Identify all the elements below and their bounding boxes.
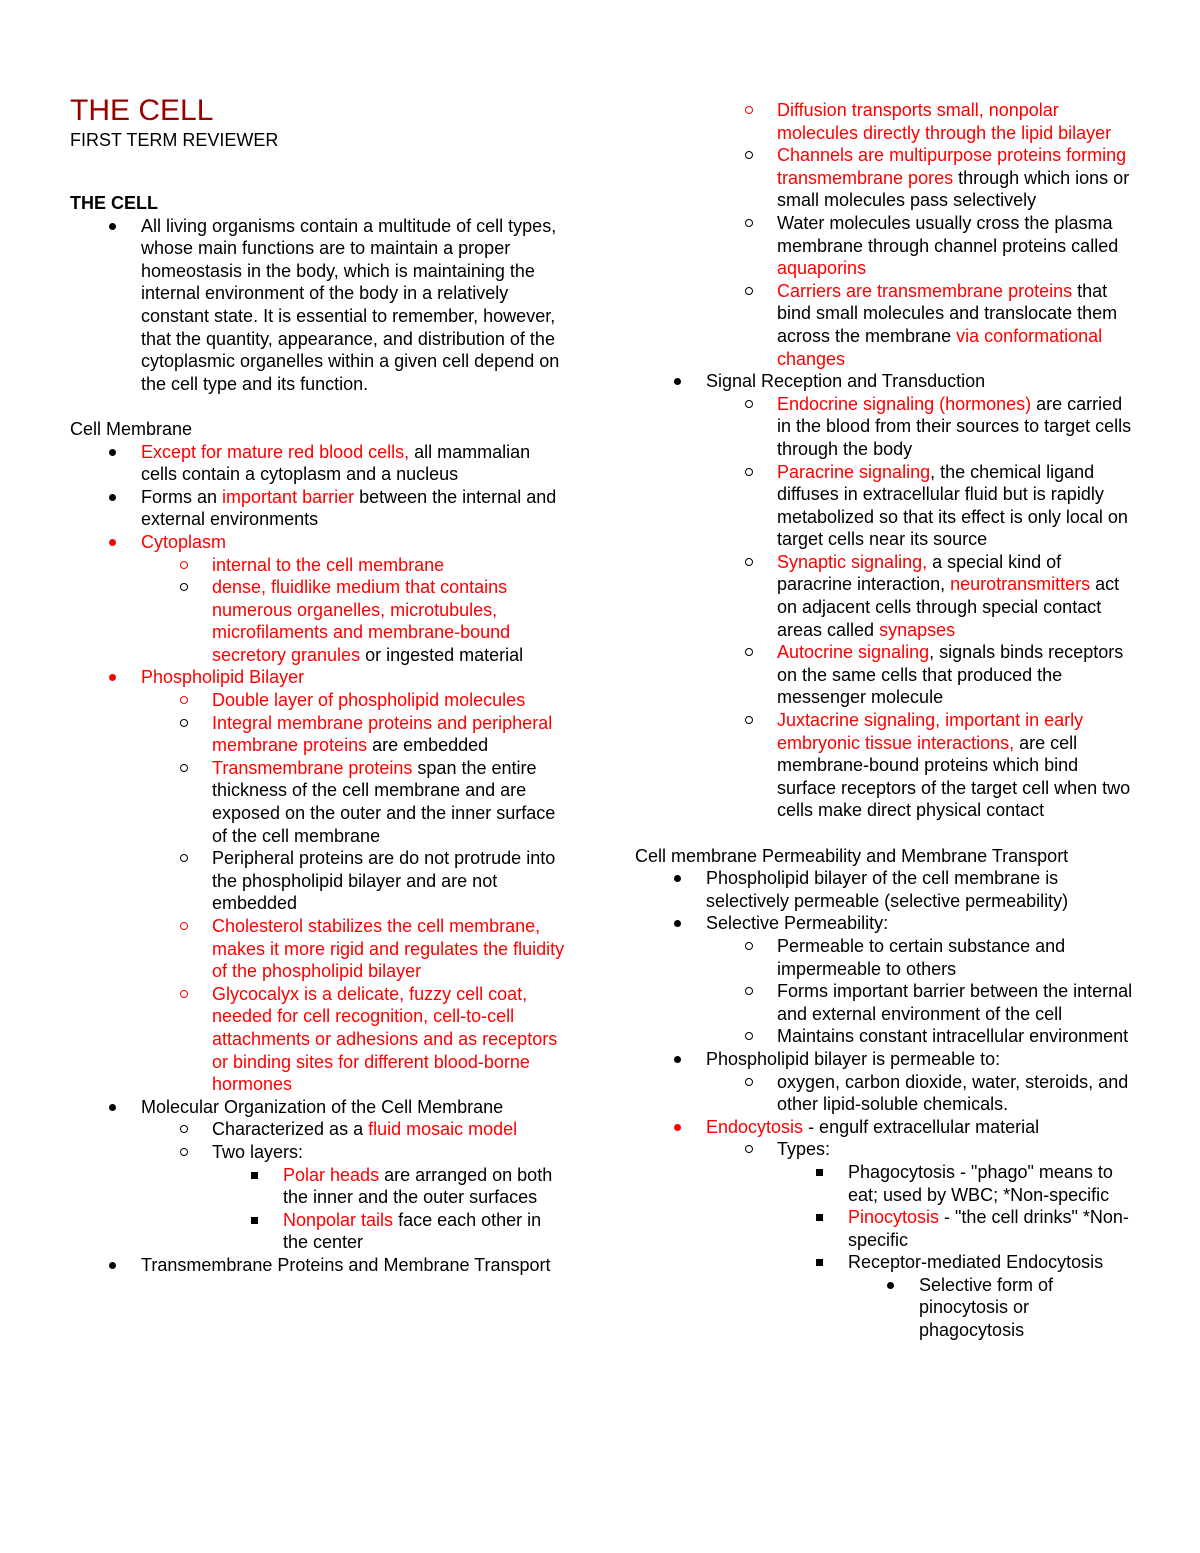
bullet-icon [109,1104,116,1111]
list-item: Selective form of pinocytosis or phagocytosis [635,1274,1135,1342]
circle-bullet-icon [745,987,753,995]
list-item: internal to the cell membrane [70,554,570,577]
bullet-icon [674,920,681,927]
list-item: oxygen, carbon dioxide, water, steroids, and other lipid-soluble chemicals. [635,1071,1135,1116]
list-item: Phagocytosis - "phago" means to eat; used by WBC; *Non-specific [635,1161,1135,1206]
list-item: Channels are multipurpose proteins forming transmembrane pores through which ions or small molecules pass selectively [635,144,1135,212]
list-item: Forms an important barrier between the internal and external environments [70,486,570,531]
list-item: Selective Permeability: [635,912,1135,935]
bullet-icon [109,449,116,456]
list-item: Water molecules usually cross the plasma membrane through channel proteins called aquaporins [635,212,1135,280]
list-item: Synaptic signaling, a special kind of paracrine interaction, neurotransmitters act on adjacent cells through special contact areas called synapses [635,551,1135,641]
circle-bullet-icon [180,764,188,772]
bullet-icon [109,494,116,501]
list-item: Peripheral proteins are do not protrude into the phospholipid bilayer and are not embedded [70,847,570,915]
bullet-icon [674,378,681,385]
list-item: Phospholipid bilayer is permeable to: [635,1048,1135,1071]
list-item: Receptor-mediated Endocytosis [635,1251,1135,1274]
bullet-icon [674,875,681,882]
bullet-icon [109,1262,116,1269]
list-item: Cholesterol stabilizes the cell membrane, makes it more rigid and regulates the fluidity of the phospholipid bilayer [70,915,570,983]
circle-bullet-icon [745,219,753,227]
circle-bullet-icon [180,854,188,862]
bullet-icon [887,1282,894,1289]
list-item: Autocrine signaling, signals binds receptors on the same cells that produced the messenger molecule [635,641,1135,709]
section-heading-cell-membrane: Cell Membrane [70,418,193,439]
list-item: Polar heads are arranged on both the inner and the outer surfaces [70,1164,570,1209]
bullet-icon [674,1124,681,1131]
circle-bullet-icon [745,468,753,476]
square-bullet-icon [816,1214,823,1221]
list-item: Endocytosis - engulf extracellular material [635,1116,1135,1139]
bullet-icon [109,674,116,681]
square-bullet-icon [816,1259,823,1266]
left-column [70,94,570,1277]
list-item: Pinocytosis - "the cell drinks" *Non-specific [635,1206,1135,1251]
list-item: Characterized as a fluid mosaic model [70,1118,570,1141]
list-item: Transmembrane proteins span the entire thickness of the cell membrane and are exposed on the outer and the inner surface of the cell membrane [70,757,570,847]
circle-bullet-icon [180,922,188,930]
circle-bullet-icon [745,716,753,724]
list-item: Two layers: [70,1141,570,1164]
section-heading-the-cell: THE CELL [70,193,158,213]
list-item: Forms important barrier between the internal and external environment of the cell [635,980,1135,1025]
square-bullet-icon [251,1172,258,1179]
section-heading-permeability: Cell membrane Permeability and Membrane Transport [635,845,1069,866]
list-item: Transmembrane Proteins and Membrane Transport [70,1254,570,1277]
circle-bullet-icon [745,106,753,114]
list-item: Diffusion transports small, nonpolar molecules directly through the lipid bilayer [635,99,1135,144]
bullet-icon [109,223,116,230]
list-item: Signal Reception and Transduction [635,370,1135,393]
circle-bullet-icon [745,1145,753,1153]
square-bullet-icon [251,1217,258,1224]
list-item: Double layer of phospholipid molecules [70,689,570,712]
list-item: All living organisms contain a multitude of cell types, whose main functions are to maintain a proper homeostasis in the body, which is maintaining the internal environment of the body in a relatively constant state. It is essential to remember, however, that the quantity, appearance, and distribution of the cytoplasmic organelles within a given cell depend on the cell type and its function. [70,215,570,396]
list-item: Glycocalyx is a delicate, fuzzy cell coat, needed for cell recognition, cell-to-cell attachments or adhesions and as receptors or binding sites for different blood-borne hormones [70,983,570,1096]
circle-bullet-icon [180,1148,188,1156]
square-bullet-icon [816,1169,823,1176]
circle-bullet-icon [745,151,753,159]
list-item: Integral membrane proteins and peripheral membrane proteins are embedded [70,712,570,757]
circle-bullet-icon [745,942,753,950]
circle-bullet-icon [745,648,753,656]
circle-bullet-icon [180,561,188,569]
list-item: dense, fluidlike medium that contains numerous organelles, microtubules, microfilaments and membrane-bound secretory granules or ingested material [70,576,570,666]
list-item: Nonpolar tails face each other in the center [70,1209,570,1254]
list-item: Permeable to certain substance and impermeable to others [635,935,1135,980]
circle-bullet-icon [745,400,753,408]
circle-bullet-icon [745,558,753,566]
list-item: Juxtacrine signaling, important in early embryonic tissue interactions, are cell membrane-bound proteins which bind surface receptors of the target cell when two cells make direct physical contact [635,709,1135,822]
list-item: Types: [635,1138,1135,1161]
list-item: Phospholipid Bilayer [70,666,570,689]
list-item: Phospholipid bilayer of the cell membrane is selectively permeable (selective permeability) [635,867,1135,912]
circle-bullet-icon [180,1125,188,1133]
list-item: Carriers are transmembrane proteins that bind small molecules and translocate them across the membrane via conformational changes [635,280,1135,370]
circle-bullet-icon [745,1078,753,1086]
list-item: Molecular Organization of the Cell Membrane [70,1096,570,1119]
circle-bullet-icon [180,696,188,704]
list-item: Endocrine signaling (hormones) are carried in the blood from their sources to target cells through the body [635,393,1135,461]
circle-bullet-icon [180,583,188,591]
document-title: THE CELL [70,94,214,127]
circle-bullet-icon [180,719,188,727]
circle-bullet-icon [745,287,753,295]
circle-bullet-icon [745,1032,753,1040]
list-item: Paracrine signaling, the chemical ligand diffuses in extracellular fluid but is rapidly metabolized so that its effect is only local on target cells near its source [635,461,1135,551]
circle-bullet-icon [180,990,188,998]
bullet-icon [109,539,116,546]
list-item: Except for mature red blood cells, all mammalian cells contain a cytoplasm and a nucleus [70,441,570,486]
document-subtitle: FIRST TERM REVIEWER [70,130,279,150]
right-column [635,99,1135,1342]
list-item: Maintains constant intracellular environment [635,1025,1135,1048]
bullet-icon [674,1056,681,1063]
list-item: Cytoplasm [70,531,570,554]
